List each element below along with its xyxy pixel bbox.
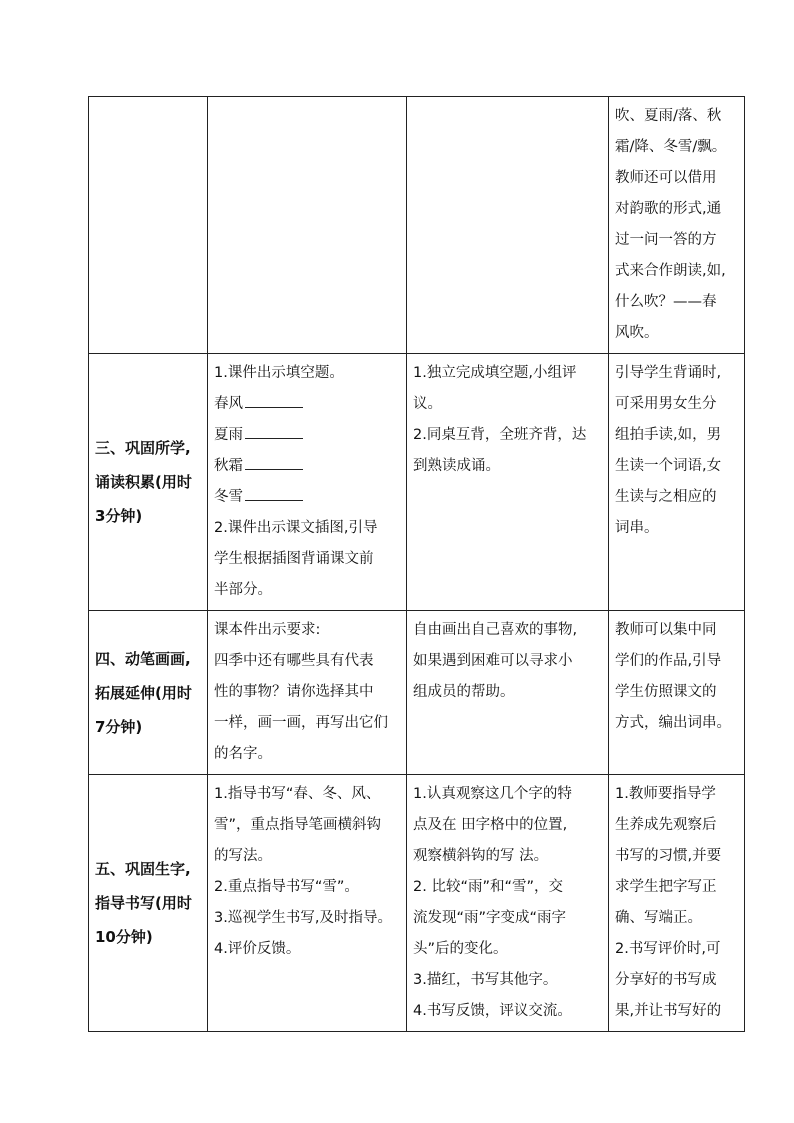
notes-line: 对韵歌的形式,通 [615,201,722,217]
stage-line: 10分钟) [95,928,153,946]
teacher-line: 性的事物？请你选择其中 [214,684,374,700]
student-line: 2. 比较“雨”和“雪”，交 [413,879,563,895]
blank-line [245,393,303,408]
notes-line: 生读一个词语,女 [615,458,722,474]
fill-blank-item: 春风 [214,389,401,420]
teacher-line: 3.巡视学生书写,及时指导。 [214,910,392,926]
stage-line: 五、巩固生字, [95,860,191,878]
student-line: 如果遇到困难可以寻求小 [413,653,573,669]
blank-line [245,424,303,439]
teacher-activity-cell [208,775,407,1032]
student-line: 头”后的变化。 [413,941,508,957]
notes-line: 吹、夏雨/落、秋 [615,108,722,124]
blank-line [245,486,303,501]
teacher-line: 雪”，重点指导笔画横斜钩 [214,817,382,833]
stage-line: 三、巩固所学, [95,439,191,457]
student-line: 到熟读成诵。 [413,458,500,474]
stage-line: 3分钟) [95,507,143,525]
notes-line: 分享好的书写成 [615,972,717,988]
stage-line: 7分钟) [95,717,143,736]
student-line: 3.描红，书写其他字。 [413,972,558,988]
notes-line: 引导学生背诵时, [615,365,722,381]
teacher-line: 学生根据插图背诵课文前 [214,551,374,567]
teacher-activity-cell [208,611,407,775]
teacher-activity-cell [208,97,407,354]
notes-line: 2.书写评价时,可 [615,941,721,957]
notes-line: 书写的习惯,并要 [615,848,722,864]
notes-line: 什么吹？——春 [615,294,717,310]
notes-line: 可采用男女生分 [615,396,717,412]
stage-cell [89,354,208,611]
student-line: 组成员的帮助。 [413,684,515,700]
notes-line: 生养成先观察后 [615,817,717,833]
teacher-line: 2.课件出示课文插图,引导 [214,520,378,536]
notes-line: 确、写端正。 [615,910,702,926]
student-line: 观察横斜钩的写 法。 [413,848,549,864]
student-activity-cell [407,775,609,1032]
notes-cell [609,611,745,775]
notes-line: 1.教师要指导学 [615,786,716,802]
notes-line: 词串。 [615,520,659,536]
stage-cell [89,97,208,354]
notes-line: 生读与之相应的 [615,489,717,505]
teacher-line: 半部分。 [214,582,272,598]
stage-cell [89,611,208,775]
teacher-activity-cell [208,354,407,611]
notes-line: 式来合作朗读,如, [615,263,726,279]
fill-blank-item: 冬雪 [214,482,401,513]
table-row [89,775,745,1032]
notes-line: 过一问一答的方 [615,232,717,248]
table-row [89,611,745,775]
notes-line: 风吹。 [615,325,659,341]
notes-cell [609,354,745,611]
teacher-line: 1.课件出示填空题。 [214,365,344,381]
notes-line: 学生仿照课文的 [615,684,717,700]
notes-line: 果,并让书写好的 [615,1003,722,1019]
notes-cell [609,775,745,1032]
table-row [89,354,745,611]
notes-line: 教师可以集中同 [615,622,717,638]
student-line: 流发现“雨”字变成“雨字 [413,910,567,926]
student-activity-cell [407,97,609,354]
notes-line: 教师还可以借用 [615,170,717,186]
teacher-line: 一样，画一画，再写出它们 [214,715,388,731]
table-row [89,97,745,354]
notes-line: 求学生把字写正 [615,879,717,895]
teacher-line: 的写法。 [214,848,272,864]
teacher-line: 课本件出示要求: [214,622,321,638]
notes-cell [609,97,745,354]
stage-cell [89,775,208,1032]
student-line: 点及在 田字格中的位置, [413,817,568,833]
student-line: 议。 [413,396,442,412]
teacher-line: 的名字。 [214,746,272,762]
student-line: 1.独立完成填空题,小组评 [413,365,577,381]
teacher-line: 4.评价反馈。 [214,941,301,957]
student-activity-cell [407,354,609,611]
student-line: 1.认真观察这几个字的特 [413,786,572,802]
fill-blank-item: 夏雨 [214,420,401,451]
student-line: 4.书写反馈，评议交流。 [413,1003,572,1019]
student-activity-cell [407,611,609,775]
notes-line: 学们的作品,引导 [615,653,722,669]
stage-line: 指导书写(用时 [95,894,192,912]
fill-blank-item: 秋霜 [214,451,401,482]
notes-line: 组拍手读,如，男 [615,427,722,443]
stage-line: 拓展延伸(用时 [95,683,192,702]
teacher-line: 1.指导书写“春、冬、风、 [214,786,381,802]
lesson-plan-table [88,96,745,1032]
student-line: 2.同桌互背，全班齐背，达 [413,427,587,443]
teacher-line: 2.重点指导书写“雪”。 [214,879,359,895]
student-line: 自由画出自己喜欢的事物, [413,622,578,638]
teacher-line: 四季中还有哪些具有代表 [214,653,374,669]
stage-line: 诵读积累(用时 [95,473,192,491]
notes-line: 霜/降、冬雪/飘。 [615,139,727,155]
notes-line: 方式，编出词串。 [615,715,731,731]
stage-line: 四、动笔画画, [95,649,191,668]
blank-line [245,455,303,470]
